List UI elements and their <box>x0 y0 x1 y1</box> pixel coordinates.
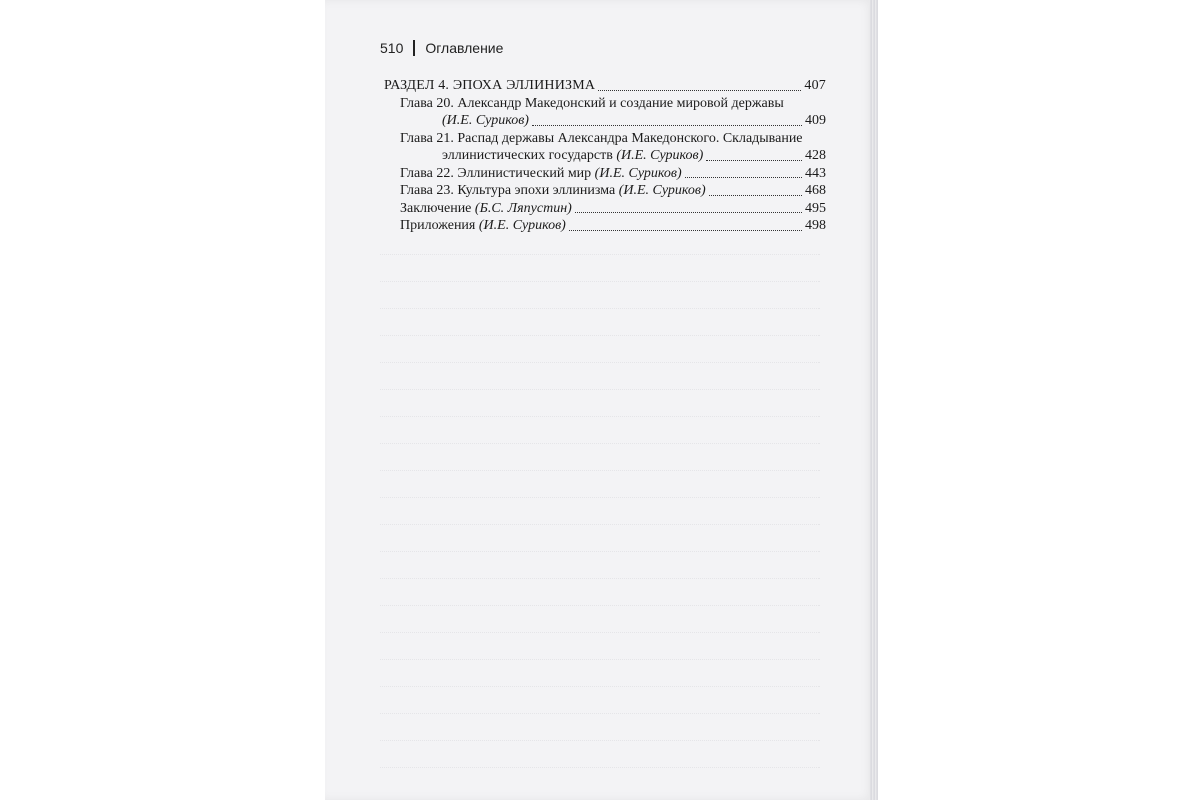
page-ref: 407 <box>804 78 826 93</box>
chapter-author: (И.Е. Суриков) <box>616 148 704 163</box>
chapter-title-line2: эллинистических государств <box>442 148 613 163</box>
page-ref: 495 <box>805 200 826 216</box>
chapter-title: Заключение <box>400 200 472 216</box>
chapter-author: (Б.С. Ляпустин) <box>474 200 572 216</box>
table-of-contents <box>384 77 826 235</box>
toc-section-4[interactable] <box>384 77 826 95</box>
toc-conclusion[interactable] <box>384 200 826 218</box>
section-title: РАЗДЕЛ 4. ЭПОХА ЭЛЛИНИЗМА <box>384 78 596 93</box>
header-divider <box>413 40 415 56</box>
leader-dots <box>532 125 802 126</box>
toc-chapter-21-cont[interactable] <box>384 147 826 165</box>
chapter-title-wrap <box>400 182 706 200</box>
leader-dots <box>709 195 802 196</box>
chapter-author: (И.Е. Суриков) <box>442 113 529 128</box>
chapter-author: (И.Е. Суриков) <box>478 218 566 233</box>
leader-dots <box>685 177 802 178</box>
toc-chapter-22[interactable] <box>384 165 826 183</box>
chapter-author: (И.Е. Суриков) <box>618 183 706 198</box>
toc-chapter-21[interactable] <box>384 130 826 148</box>
toc-chapter-23[interactable] <box>384 182 826 200</box>
chapter-author: (И.Е. Суриков) <box>594 165 682 181</box>
page-ref: 468 <box>805 183 826 198</box>
chapter-title-wrap <box>400 217 566 235</box>
page-edge <box>869 0 878 800</box>
page-ref: 409 <box>805 113 826 128</box>
leader-dots <box>706 160 802 161</box>
chapter-title: Приложения <box>400 218 476 233</box>
chapter-title-wrap <box>400 165 682 183</box>
toc-appendix[interactable] <box>384 217 826 235</box>
chapter-title: Глава 20. Александр Македонский и создание мировой державы <box>400 95 784 111</box>
page-ref: 498 <box>805 218 826 233</box>
page-ref: 428 <box>805 148 826 163</box>
chapter-title: Глава 23. Культура эпохи эллинизма <box>400 183 616 198</box>
chapter-title-wrap <box>400 200 572 218</box>
leader-dots <box>575 212 802 213</box>
leader-dots <box>598 90 801 91</box>
chapter-title: Глава 21. Распад державы Александра Македонского. Складывание <box>400 130 803 146</box>
toc-chapter-20[interactable] <box>384 95 826 113</box>
chapter-title-cont <box>442 147 703 165</box>
running-title: Оглавление <box>425 40 504 56</box>
page-ref: 443 <box>805 165 826 181</box>
chapter-title: Глава 22. Эллинистический мир <box>400 165 592 181</box>
toc-chapter-20-cont[interactable] <box>384 112 826 130</box>
running-header <box>380 40 503 56</box>
leader-dots <box>569 230 802 231</box>
page-number: 510 <box>380 40 404 56</box>
